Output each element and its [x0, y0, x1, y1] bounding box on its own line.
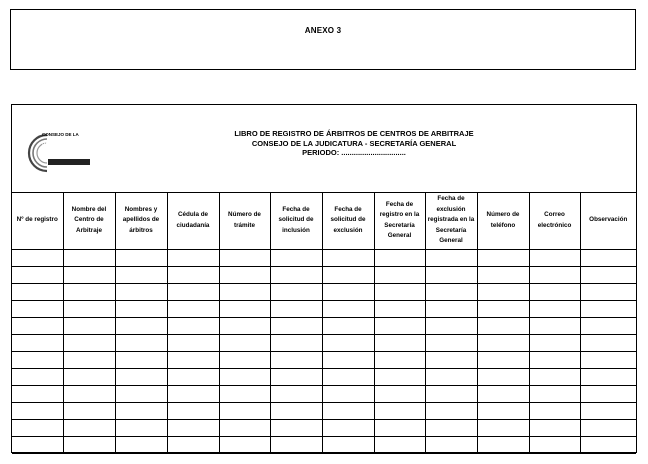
table-row [12, 420, 636, 437]
table-cell [63, 318, 115, 335]
table-cell [425, 403, 477, 420]
table-cell [219, 284, 270, 301]
table-row [12, 318, 636, 335]
table-cell [580, 267, 636, 284]
table-cell [167, 267, 219, 284]
table-cell [12, 352, 63, 369]
table-cell [12, 250, 63, 267]
table-cell [115, 420, 167, 437]
table-cell [63, 437, 115, 454]
table-row [12, 352, 636, 369]
table-row [12, 267, 636, 284]
table-cell [115, 318, 167, 335]
table-row [12, 369, 636, 386]
table-cell [115, 250, 167, 267]
table-cell [322, 386, 374, 403]
table-cell [63, 284, 115, 301]
table-cell [167, 437, 219, 454]
column-header: Fecha de exclusión registrada en la Secretaría General [425, 192, 477, 250]
table-cell [322, 420, 374, 437]
table-cell [167, 420, 219, 437]
table-cell [529, 250, 580, 267]
table-cell [270, 284, 322, 301]
table-cell [374, 267, 425, 284]
table-cell [219, 369, 270, 386]
table-cell [425, 369, 477, 386]
column-header: Número de teléfono [477, 192, 529, 250]
logo-line-2: JUDICATURA [42, 140, 84, 147]
table-cell [580, 420, 636, 437]
table-cell [167, 335, 219, 352]
table-cell [270, 335, 322, 352]
table-cell [115, 352, 167, 369]
table-cell [477, 386, 529, 403]
table-cell [167, 369, 219, 386]
form-header [12, 105, 636, 193]
table-cell [374, 420, 425, 437]
table-cell [374, 369, 425, 386]
column-header: Nombres y apellidos de árbitros [115, 192, 167, 250]
table-cell [580, 352, 636, 369]
table-cell [167, 386, 219, 403]
table-cell [219, 437, 270, 454]
table-row [12, 250, 636, 267]
table-cell [12, 369, 63, 386]
form-titles [132, 129, 576, 158]
table-cell [477, 267, 529, 284]
table-cell [12, 386, 63, 403]
table-cell [12, 284, 63, 301]
table-cell [63, 352, 115, 369]
table-cell [12, 437, 63, 454]
table-cell [63, 420, 115, 437]
table-cell [322, 267, 374, 284]
table-cell [270, 301, 322, 318]
table-cell [529, 301, 580, 318]
column-header: Fecha de solicitud de inclusión [270, 192, 322, 250]
table-cell [580, 250, 636, 267]
table-cell [425, 352, 477, 369]
registry-form [11, 104, 637, 453]
anexo-header-box [10, 9, 636, 70]
table-cell [63, 403, 115, 420]
table-cell [167, 318, 219, 335]
table-cell [580, 301, 636, 318]
table-cell [219, 250, 270, 267]
table-cell [580, 318, 636, 335]
table-cell [115, 386, 167, 403]
table-cell [167, 352, 219, 369]
table-cell [63, 386, 115, 403]
table-cell [322, 318, 374, 335]
table-cell [322, 284, 374, 301]
table-cell [529, 352, 580, 369]
table-cell [580, 369, 636, 386]
table-row [12, 437, 636, 454]
table-row [12, 335, 636, 352]
column-header: Nombre del Centro de Arbitraje [63, 192, 115, 250]
table-row [12, 403, 636, 420]
table-cell [115, 369, 167, 386]
table-cell [322, 250, 374, 267]
table-cell [529, 318, 580, 335]
table-cell [115, 335, 167, 352]
column-header: Fecha de solicitud de exclusión [322, 192, 374, 250]
table-cell [425, 420, 477, 437]
table-cell [270, 403, 322, 420]
column-header: Correo electrónico [529, 192, 580, 250]
table-cell [167, 301, 219, 318]
table-cell [425, 335, 477, 352]
table-cell [219, 420, 270, 437]
table-cell [529, 437, 580, 454]
table-cell [322, 352, 374, 369]
table-cell [270, 386, 322, 403]
table-cell [477, 420, 529, 437]
table-cell [425, 250, 477, 267]
column-header: Número de trámite [219, 192, 270, 250]
table-cell [219, 301, 270, 318]
table-cell [529, 267, 580, 284]
table-cell [12, 267, 63, 284]
table-cell [529, 335, 580, 352]
form-subtitle: CONSEJO DE LA JUDICATURA - SECRETARÍA GENERAL [251, 138, 457, 148]
table-cell [374, 250, 425, 267]
table-cell [529, 369, 580, 386]
table-cell [425, 318, 477, 335]
registry-table [12, 192, 636, 454]
table-cell [322, 369, 374, 386]
table-cell [63, 369, 115, 386]
table-cell [12, 420, 63, 437]
table-cell [580, 284, 636, 301]
anexo-title: ANEXO 3 [304, 26, 342, 35]
table-cell [374, 352, 425, 369]
table-cell [115, 403, 167, 420]
table-cell [270, 369, 322, 386]
table-cell [580, 437, 636, 454]
table-cell [477, 403, 529, 420]
table-cell [425, 284, 477, 301]
table-cell [219, 318, 270, 335]
table-cell [322, 335, 374, 352]
table-row [12, 301, 636, 318]
table-cell [425, 386, 477, 403]
table-cell [425, 301, 477, 318]
table-cell [63, 335, 115, 352]
table-row [12, 386, 636, 403]
form-title: LIBRO DE REGISTRO DE ÁRBITROS DE CENTROS DE ARBITRAJE [234, 129, 474, 138]
table-cell [374, 318, 425, 335]
table-cell [167, 250, 219, 267]
table-cell [477, 369, 529, 386]
registry-body [12, 250, 636, 454]
table-cell [270, 267, 322, 284]
table-cell [477, 250, 529, 267]
table-cell [219, 267, 270, 284]
table-cell [63, 267, 115, 284]
logo-text [42, 132, 92, 147]
table-cell [529, 420, 580, 437]
table-cell [477, 301, 529, 318]
table-cell [270, 352, 322, 369]
table-cell [270, 420, 322, 437]
table-cell [167, 403, 219, 420]
table-cell [477, 335, 529, 352]
table-cell [115, 267, 167, 284]
logo-line-1: CONSEJO DE LA [42, 132, 79, 137]
table-cell [219, 386, 270, 403]
table-cell [374, 284, 425, 301]
table-cell [270, 318, 322, 335]
table-cell [425, 267, 477, 284]
table-cell [374, 386, 425, 403]
table-cell [425, 437, 477, 454]
table-cell [529, 386, 580, 403]
table-cell [374, 335, 425, 352]
table-cell [477, 318, 529, 335]
table-cell [219, 352, 270, 369]
table-cell [12, 403, 63, 420]
column-header: Observación [580, 192, 636, 250]
table-cell [167, 284, 219, 301]
table-cell [63, 301, 115, 318]
table-cell [219, 403, 270, 420]
table-cell [477, 352, 529, 369]
table-cell [322, 437, 374, 454]
table-cell [477, 284, 529, 301]
column-header: Cédula de ciudadanía [167, 192, 219, 250]
table-cell [115, 437, 167, 454]
table-cell [219, 335, 270, 352]
table-cell [374, 301, 425, 318]
table-cell [12, 335, 63, 352]
column-header: Fecha de registro en la Secretaría General [374, 192, 425, 250]
table-cell [374, 437, 425, 454]
table-cell [477, 437, 529, 454]
table-cell [115, 284, 167, 301]
table-cell [270, 250, 322, 267]
column-header: Nº de registro [12, 192, 63, 250]
table-row [12, 284, 636, 301]
table-cell [12, 318, 63, 335]
table-cell [580, 335, 636, 352]
table-cell [322, 403, 374, 420]
table-cell [322, 301, 374, 318]
table-cell [580, 386, 636, 403]
table-cell [580, 403, 636, 420]
table-cell [115, 301, 167, 318]
form-period: PERIODO: ............................... [302, 148, 406, 157]
table-cell [63, 250, 115, 267]
header-row [12, 192, 636, 250]
table-cell [12, 301, 63, 318]
table-cell [374, 403, 425, 420]
table-cell [529, 403, 580, 420]
table-cell [270, 437, 322, 454]
table-cell [529, 284, 580, 301]
